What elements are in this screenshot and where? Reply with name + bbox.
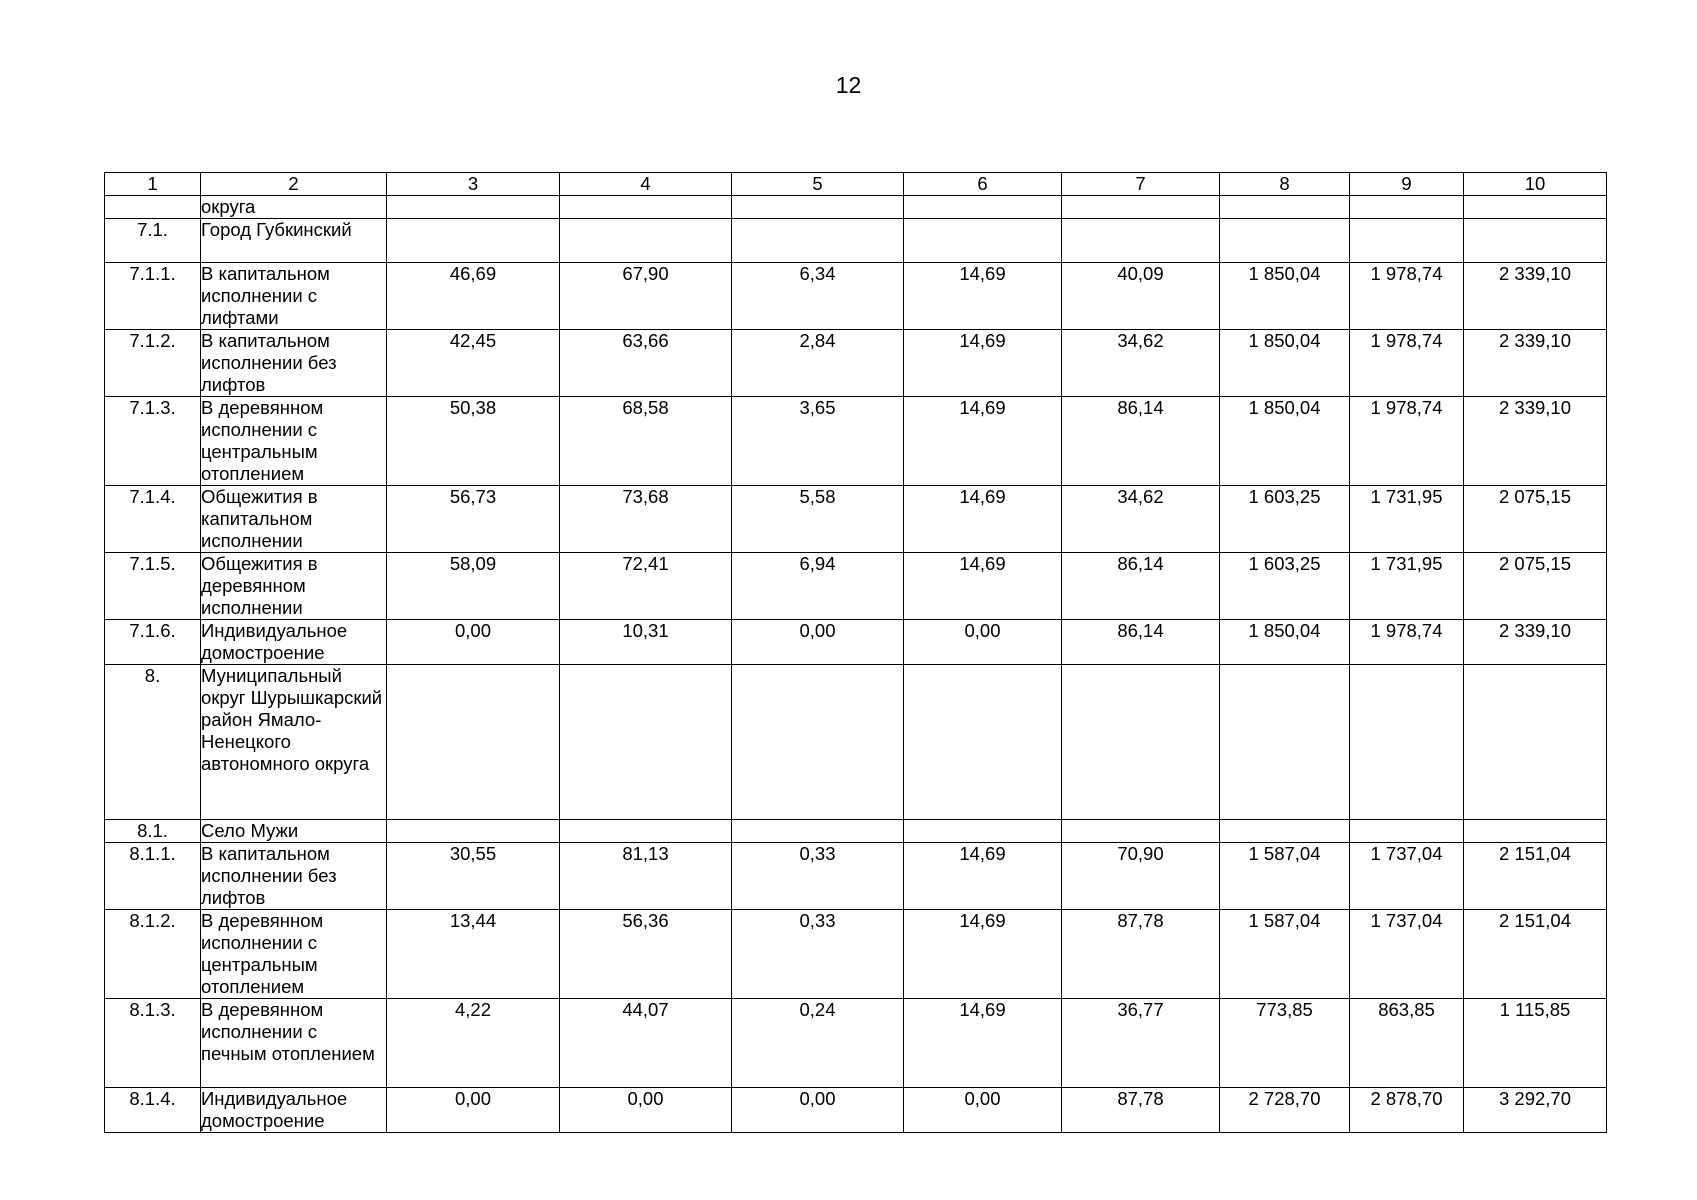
row-name: В деревянном исполнении с печным отоплением (201, 999, 387, 1088)
header-cell: 5 (732, 173, 904, 196)
value-cell: 1 587,04 (1220, 910, 1350, 999)
value-cell: 3,65 (732, 397, 904, 486)
row-name: Общежития в капитальном исполнении (201, 486, 387, 553)
table-row (105, 843, 1607, 910)
value-cell: 1 731,95 (1350, 553, 1464, 620)
value-cell: 50,38 (387, 397, 560, 486)
row-number: 8.1. (105, 820, 201, 843)
table-row (105, 196, 1607, 219)
value-cell (904, 196, 1062, 219)
row-name: В капитальном исполнении с лифтами (201, 263, 387, 330)
value-cell (1350, 196, 1464, 219)
value-cell: 14,69 (904, 263, 1062, 330)
value-cell: 2 339,10 (1464, 330, 1607, 397)
value-cell: 34,62 (1062, 486, 1220, 553)
value-cell: 1 978,74 (1350, 620, 1464, 665)
value-cell: 2 728,70 (1220, 1088, 1350, 1133)
value-cell: 0,00 (732, 1088, 904, 1133)
row-name: Город Губкинский (201, 219, 387, 263)
table-row (105, 397, 1607, 486)
value-cell: 40,09 (1062, 263, 1220, 330)
value-cell: 67,90 (560, 263, 732, 330)
value-cell: 1 587,04 (1220, 843, 1350, 910)
value-cell (1062, 820, 1220, 843)
row-number: 7.1.4. (105, 486, 201, 553)
value-cell: 2,84 (732, 330, 904, 397)
row-name: В деревянном исполнении с центральным отоплением (201, 397, 387, 486)
value-cell: 86,14 (1062, 397, 1220, 486)
table-row (105, 486, 1607, 553)
value-cell: 1 850,04 (1220, 620, 1350, 665)
value-cell (1220, 196, 1350, 219)
value-cell: 2 339,10 (1464, 263, 1607, 330)
value-cell: 34,62 (1062, 330, 1220, 397)
value-cell (1350, 219, 1464, 263)
value-cell (560, 219, 732, 263)
value-cell (1464, 665, 1607, 820)
value-cell: 6,34 (732, 263, 904, 330)
row-name: Индивидуальное домостроение (201, 1088, 387, 1133)
table-body (105, 173, 1607, 1133)
value-cell (1350, 820, 1464, 843)
value-cell: 0,00 (732, 620, 904, 665)
value-cell: 1 737,04 (1350, 910, 1464, 999)
value-cell: 13,44 (387, 910, 560, 999)
value-cell: 58,09 (387, 553, 560, 620)
table-row (105, 820, 1607, 843)
value-cell (904, 665, 1062, 820)
value-cell (904, 820, 1062, 843)
value-cell: 0,33 (732, 910, 904, 999)
value-cell: 1 978,74 (1350, 263, 1464, 330)
value-cell (904, 219, 1062, 263)
value-cell (732, 219, 904, 263)
header-cell: 9 (1350, 173, 1464, 196)
value-cell: 0,00 (387, 620, 560, 665)
table-row (105, 219, 1607, 263)
value-cell (1220, 219, 1350, 263)
header-cell: 3 (387, 173, 560, 196)
value-cell: 2 151,04 (1464, 910, 1607, 999)
value-cell: 5,58 (732, 486, 904, 553)
value-cell (1464, 219, 1607, 263)
value-cell: 3 292,70 (1464, 1088, 1607, 1133)
table-row (105, 553, 1607, 620)
value-cell (1062, 196, 1220, 219)
header-cell: 10 (1464, 173, 1607, 196)
row-name: округа (201, 196, 387, 219)
value-cell: 56,73 (387, 486, 560, 553)
value-cell: 14,69 (904, 843, 1062, 910)
value-cell (1350, 665, 1464, 820)
row-number: 8.1.4. (105, 1088, 201, 1133)
value-cell (387, 219, 560, 263)
value-cell: 10,31 (560, 620, 732, 665)
value-cell (732, 665, 904, 820)
value-cell: 2 075,15 (1464, 553, 1607, 620)
value-cell (1464, 196, 1607, 219)
value-cell: 2 339,10 (1464, 397, 1607, 486)
value-cell: 72,41 (560, 553, 732, 620)
header-cell: 7 (1062, 173, 1220, 196)
value-cell: 1 850,04 (1220, 397, 1350, 486)
value-cell: 0,33 (732, 843, 904, 910)
row-name: Общежития в деревянном исполнении (201, 553, 387, 620)
value-cell: 87,78 (1062, 1088, 1220, 1133)
table-row (105, 999, 1607, 1088)
row-number (105, 196, 201, 219)
row-number: 8. (105, 665, 201, 820)
value-cell: 863,85 (1350, 999, 1464, 1088)
row-number: 7.1.3. (105, 397, 201, 486)
value-cell (1062, 219, 1220, 263)
row-number: 7.1.6. (105, 620, 201, 665)
value-cell: 46,69 (387, 263, 560, 330)
value-cell: 1 115,85 (1464, 999, 1607, 1088)
value-cell: 14,69 (904, 910, 1062, 999)
value-cell (1062, 665, 1220, 820)
value-cell: 6,94 (732, 553, 904, 620)
value-cell (1220, 665, 1350, 820)
value-cell: 2 878,70 (1350, 1088, 1464, 1133)
value-cell: 2 151,04 (1464, 843, 1607, 910)
tariff-table (104, 172, 1607, 1133)
header-cell: 4 (560, 173, 732, 196)
value-cell: 87,78 (1062, 910, 1220, 999)
value-cell (560, 665, 732, 820)
row-name: Муниципальный округ Шурышкарский район Ямало-Ненецкого автономного округа (201, 665, 387, 820)
header-cell: 2 (201, 173, 387, 196)
value-cell: 68,58 (560, 397, 732, 486)
value-cell (387, 820, 560, 843)
value-cell: 14,69 (904, 397, 1062, 486)
value-cell: 42,45 (387, 330, 560, 397)
value-cell: 2 075,15 (1464, 486, 1607, 553)
value-cell: 0,24 (732, 999, 904, 1088)
header-cell: 1 (105, 173, 201, 196)
value-cell: 1 850,04 (1220, 263, 1350, 330)
page-number: 12 (835, 72, 862, 98)
value-cell (560, 820, 732, 843)
row-number: 7.1.2. (105, 330, 201, 397)
value-cell: 56,36 (560, 910, 732, 999)
value-cell (1220, 820, 1350, 843)
value-cell: 44,07 (560, 999, 732, 1088)
value-cell: 14,69 (904, 553, 1062, 620)
table-row (105, 330, 1607, 397)
value-cell: 81,13 (560, 843, 732, 910)
row-number: 8.1.2. (105, 910, 201, 999)
value-cell: 86,14 (1062, 553, 1220, 620)
value-cell: 2 339,10 (1464, 620, 1607, 665)
table-row (105, 1088, 1607, 1133)
row-number: 7.1. (105, 219, 201, 263)
row-name: Село Мужи (201, 820, 387, 843)
value-cell: 14,69 (904, 999, 1062, 1088)
value-cell: 30,55 (387, 843, 560, 910)
table-row (105, 665, 1607, 820)
value-cell: 0,00 (560, 1088, 732, 1133)
row-number: 7.1.5. (105, 553, 201, 620)
row-number: 8.1.1. (105, 843, 201, 910)
value-cell: 86,14 (1062, 620, 1220, 665)
value-cell: 63,66 (560, 330, 732, 397)
table-row (105, 620, 1607, 665)
value-cell: 1 850,04 (1220, 330, 1350, 397)
value-cell: 36,77 (1062, 999, 1220, 1088)
value-cell (560, 196, 732, 219)
value-cell (732, 196, 904, 219)
value-cell: 70,90 (1062, 843, 1220, 910)
value-cell: 14,69 (904, 486, 1062, 553)
value-cell (732, 820, 904, 843)
value-cell: 1 603,25 (1220, 553, 1350, 620)
row-name: Индивидуальное домостроение (201, 620, 387, 665)
value-cell: 1 603,25 (1220, 486, 1350, 553)
value-cell (1464, 820, 1607, 843)
value-cell: 1 737,04 (1350, 843, 1464, 910)
value-cell: 0,00 (904, 1088, 1062, 1133)
table-row (105, 263, 1607, 330)
value-cell: 773,85 (1220, 999, 1350, 1088)
value-cell: 0,00 (904, 620, 1062, 665)
header-cell: 6 (904, 173, 1062, 196)
row-name: В капитальном исполнении без лифтов (201, 843, 387, 910)
value-cell: 4,22 (387, 999, 560, 1088)
header-cell: 8 (1220, 173, 1350, 196)
row-name: В капитальном исполнении без лифтов (201, 330, 387, 397)
value-cell: 1 978,74 (1350, 330, 1464, 397)
row-number: 7.1.1. (105, 263, 201, 330)
value-cell: 14,69 (904, 330, 1062, 397)
header-row (105, 173, 1607, 196)
value-cell: 0,00 (387, 1088, 560, 1133)
value-cell (387, 665, 560, 820)
value-cell: 1 731,95 (1350, 486, 1464, 553)
table-row (105, 910, 1607, 999)
value-cell: 73,68 (560, 486, 732, 553)
value-cell (387, 196, 560, 219)
value-cell: 1 978,74 (1350, 397, 1464, 486)
row-name: В деревянном исполнении с центральным отоплением (201, 910, 387, 999)
row-number: 8.1.3. (105, 999, 201, 1088)
